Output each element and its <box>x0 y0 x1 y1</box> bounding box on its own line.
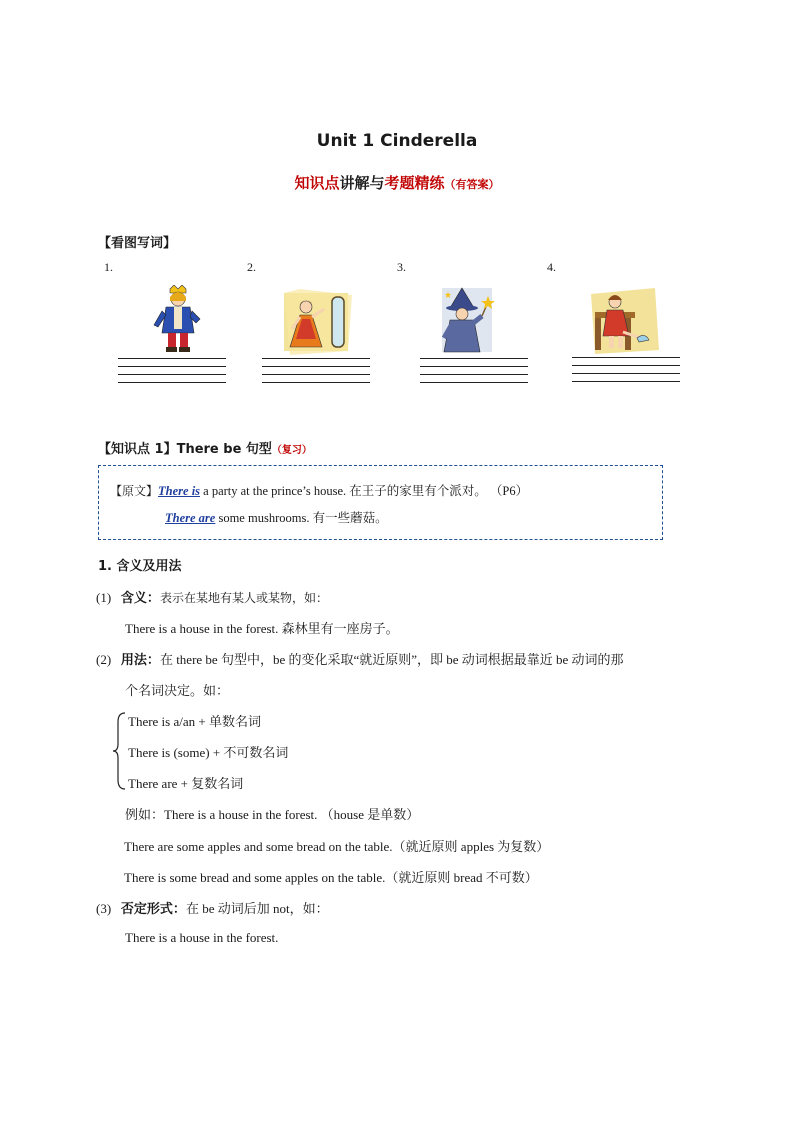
answer-lines-4[interactable] <box>572 357 680 389</box>
keyword-there-are: There are <box>165 511 216 525</box>
subtitle-part1: 知识点 <box>294 174 340 192</box>
rule-brace <box>112 712 126 790</box>
original-line-2 <box>165 508 388 526</box>
original-line-1 <box>110 481 528 499</box>
cinderella-shoe-icon <box>589 288 661 358</box>
original-text-box <box>98 465 663 540</box>
p1-number: (1) <box>96 590 112 605</box>
item-number-2: 2. <box>247 260 256 274</box>
original-line-2-text: some mushrooms. 有一些蘑菇。 <box>215 511 388 525</box>
paragraph-3 <box>96 898 329 917</box>
prince-icon <box>142 285 214 355</box>
paragraph-2 <box>96 649 624 668</box>
p2-text: 在 there be 句型中，be 的变化采取“就近原则”，即 be 动词根据最靠近 be 动词的那 <box>159 652 624 667</box>
p3-example: There is a house in the forest. <box>125 930 279 945</box>
rule-1: There is a/an + 单数名词 <box>128 714 261 729</box>
subtitle-part2: 讲解与 <box>339 174 385 192</box>
keyword-there-is: There is <box>158 484 201 498</box>
knowledge-point-heading <box>98 438 312 457</box>
p2-number: (2) <box>96 652 112 667</box>
answer-lines-1[interactable] <box>118 358 226 390</box>
original-label: 【原文】 <box>110 484 159 498</box>
answer-lines-2[interactable] <box>262 358 370 390</box>
p1-text: 表示在某地有某人或某物，如： <box>159 591 328 605</box>
page-subtitle <box>0 172 794 193</box>
stepsister-mirror-icon <box>280 289 352 359</box>
page-title: Unit 1 Cinderella <box>316 131 478 151</box>
answer-lines-3[interactable] <box>420 358 528 390</box>
knowledge-point-note: （复习） <box>271 445 312 456</box>
rule-2: There is (some) + 不可数名词 <box>128 745 289 760</box>
item-number-3: 3. <box>397 260 406 274</box>
original-line-1-text: a party at the prince’s house. 在王子的家里有个派对。 （P6） <box>200 484 529 498</box>
rule-3: There are + 复数名词 <box>128 776 244 791</box>
knowledge-point-title: 【知识点 1】There be 句型 <box>98 442 272 457</box>
fairy-godmother-icon <box>428 286 500 356</box>
p3-text: 在 be 动词后加 not，如： <box>185 901 329 916</box>
paragraph-1 <box>96 587 328 606</box>
item-number-4: 4. <box>547 260 556 274</box>
item-number-1: 1. <box>104 260 113 274</box>
p1-example: There is a house in the forest. 森林里有一座房子。 <box>125 621 399 636</box>
example-2: There are some apples and some bread on the table.（就近原则 apples 为复数） <box>124 839 550 854</box>
p3-label: 否定形式： <box>120 902 186 917</box>
p1-label: 含义： <box>120 591 160 606</box>
p2-text-cont: 个名词决定。如： <box>125 683 230 698</box>
p3-number: (3) <box>96 901 112 916</box>
subtitle-note: （有答案） <box>444 178 500 191</box>
section-1-heading: 1. 含义及用法 <box>98 559 182 574</box>
example-3: There is some bread and some apples on the table.（就近原则 bread 不可数） <box>124 870 538 885</box>
subtitle-part3: 考题精练 <box>384 174 445 192</box>
picture-words-heading: 【看图写词】 <box>98 236 177 251</box>
example-1: 例如：There is a house in the forest. （house 是单数） <box>125 807 420 822</box>
p2-label: 用法： <box>120 653 160 668</box>
